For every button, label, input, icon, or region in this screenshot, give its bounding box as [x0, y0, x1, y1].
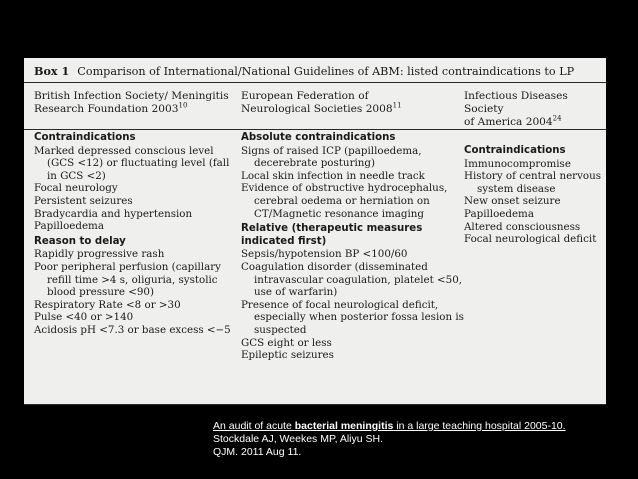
citation-title-bold: bacterial meningitis — [294, 420, 394, 432]
section-heading: Contraindications — [464, 145, 566, 156]
column-header-line — [34, 103, 231, 116]
column-header-line: British Infection Society/ Meningitis — [34, 90, 229, 102]
guidelines-table-image — [24, 58, 606, 405]
list-item: Poor peripheral perfusion (capillary — [34, 260, 221, 273]
list-item: Local skin infection in needle track — [241, 169, 425, 182]
list-item: Coagulation disorder (disseminated — [241, 260, 428, 273]
citation-journal: QJM. 2011 Aug 11. — [213, 446, 302, 458]
list-item: Focal neurology — [34, 182, 118, 195]
citation-title-prefix: An audit of acute — [213, 420, 295, 432]
citation-title-suffix: in a large teaching hospital 2005-10. — [393, 420, 566, 432]
list-item: Altered consciousness — [464, 220, 581, 233]
list-item: Respiratory Rate <8 or >30 — [34, 298, 181, 311]
list-item: Papilloedema — [464, 207, 534, 220]
column-header-line: Infectious Diseases Society — [464, 90, 568, 115]
list-item: Signs of raised ICP (papilloedema, — [241, 144, 422, 157]
list-item: in GCS <2) — [47, 169, 106, 182]
section-heading: Reason to delay — [34, 235, 126, 247]
list-item: Papilloedema — [34, 220, 104, 233]
column-header-line: European Federation of — [241, 90, 369, 102]
column-header — [241, 90, 464, 116]
list-item: refill time >4 s, oliguria, systolic — [47, 273, 218, 286]
list-item: Focal neurological deficit — [464, 233, 597, 246]
column-idsa — [464, 90, 606, 246]
list-item: suspected — [254, 323, 307, 336]
box-title — [34, 64, 574, 78]
list-item: CT/Magnetic resonance imaging — [254, 207, 425, 220]
title-divider — [24, 82, 606, 83]
bottom-divider — [24, 404, 606, 405]
citation-authors: Stockdale AJ, Weekes MP, Aliyu SH. — [213, 433, 384, 445]
list-item: (GCS <12) or fluctuating level (fall — [47, 157, 230, 170]
column-efns — [241, 90, 464, 362]
column-header — [34, 90, 231, 116]
list-item: decerebrate posturing) — [254, 157, 376, 170]
column-header-text: Research Foundation 2003 — [34, 103, 179, 115]
reference-superscript: 10 — [178, 101, 188, 110]
list-item: Pulse <40 or >140 — [34, 311, 134, 324]
column-header-text: of America 2004 — [464, 116, 553, 128]
list-item: GCS eight or less — [241, 336, 332, 349]
list-item: Evidence of obstructive hydrocephalus, — [241, 182, 448, 195]
list-item: blood pressure <90) — [47, 286, 154, 299]
citation-title — [213, 420, 566, 433]
box-title-text: Comparison of International/National Guidelines of ABM: listed contraindications to LP — [77, 65, 575, 78]
list-item: cerebral oedema or herniation on — [254, 194, 430, 207]
list-item: Marked depressed conscious level — [34, 144, 214, 157]
list-item: New onset seizure — [464, 195, 561, 208]
list-item: Bradycardia and hypertension — [34, 207, 193, 220]
reference-superscript: 24 — [552, 114, 562, 123]
column-header — [464, 90, 606, 129]
list-item: History of central nervous — [464, 170, 602, 183]
box-label: Box 1 — [34, 64, 70, 78]
list-item: Rapidly progressive rash — [34, 248, 165, 261]
reference-superscript: 11 — [392, 101, 402, 110]
section-heading: Relative (therapeutic measures indicated first) — [241, 223, 423, 247]
list-item: Persistent seizures — [34, 194, 133, 207]
list-item: Sepsis/hypotension BP <100/60 — [241, 248, 408, 261]
list-item: Epileptic seizures — [241, 349, 334, 362]
section-heading: Absolute contraindications — [241, 132, 396, 143]
list-item: intravascular coagulation, platelet <50, — [254, 273, 463, 286]
column-bis — [34, 90, 231, 337]
column-header-line — [241, 103, 464, 116]
list-item: Presence of focal neurological deficit, — [241, 298, 439, 311]
list-item: Acidosis pH <7.3 or base excess <−5 — [34, 323, 231, 336]
list-item: especially when posterior fossa lesion is — [254, 311, 464, 324]
column-header-text: Neurological Societies 2008 — [241, 103, 393, 115]
list-item: use of warfarin) — [254, 286, 338, 299]
citation-caption — [213, 420, 566, 459]
section-heading: Contraindications — [34, 132, 136, 143]
list-item: Immunocompromise — [464, 157, 571, 170]
column-header-line — [464, 116, 606, 129]
list-item: system disease — [477, 182, 556, 195]
